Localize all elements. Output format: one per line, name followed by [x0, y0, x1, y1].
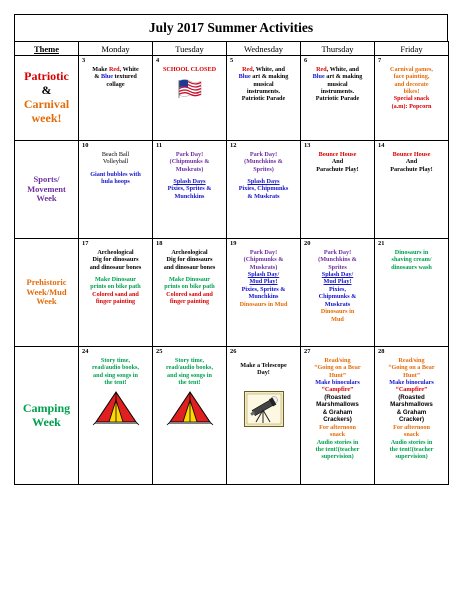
day-number: 27 — [304, 348, 311, 355]
day-cell-5: 5 Red, White, and Blue art & making musical instruments. Patriotic Parade — [227, 56, 301, 141]
activity-text: supervision) — [321, 453, 354, 461]
activity-text: Park Day! — [323, 248, 352, 256]
activity-text: Dinosaurs in — [320, 308, 355, 316]
activity-text: Make Dinosaur — [168, 276, 211, 283]
activity-text: Audio stories in — [316, 438, 359, 446]
theme-line: Week/Mud — [26, 286, 67, 297]
week-row-3 — [15, 239, 449, 347]
page-title: July 2017 Summer Activities — [14, 14, 448, 41]
theme-camping — [15, 347, 79, 485]
activity-text: Day! — [257, 369, 270, 377]
activity-text: Story time, — [100, 356, 131, 364]
header-monday: Monday — [79, 42, 153, 56]
day-number: 19 — [230, 240, 237, 247]
header-tuesday: Tuesday — [153, 42, 227, 56]
day-number: 11 — [156, 142, 163, 149]
calendar-page — [14, 14, 448, 485]
activity-text: (a.m): Popcorn — [391, 102, 432, 110]
activity-text: finger painting — [95, 298, 136, 306]
activity-text: Muskrats — [324, 300, 351, 308]
day-cell-13 — [301, 141, 375, 239]
day-cell-6: 6 Red, White, and Blue art & making musical instruments. Patriotic Parade — [301, 56, 375, 141]
tent-icon — [92, 390, 140, 426]
week-row-2 — [15, 141, 449, 239]
activity-text: Patriotic Parade — [241, 95, 286, 103]
day-cell-10 — [79, 141, 153, 239]
theme-line: Camping — [22, 400, 71, 415]
activity-text: instruments. — [320, 88, 355, 95]
day-number: 3 — [82, 57, 86, 64]
activity-text: Mud — [331, 315, 344, 323]
activity-text: Colored sand and — [166, 290, 213, 298]
activities-table — [14, 41, 449, 485]
day-cell-28 — [375, 347, 449, 485]
day-cell-17 — [79, 239, 153, 347]
activity-text: snack — [329, 431, 346, 439]
activity-text: Bounce House — [318, 150, 357, 158]
day-number: 5 — [230, 57, 234, 64]
week-row-4 — [15, 347, 449, 485]
header-thursday: Thursday — [301, 42, 375, 56]
activity-text: Archeological — [97, 248, 134, 256]
activity-text: Story time, — [174, 356, 205, 364]
theme-line: week! — [31, 110, 62, 125]
activity-text: Marshmallows — [316, 401, 359, 409]
activity-text: Mud Play! — [249, 278, 278, 286]
activity-text: Splash Day/ — [321, 271, 354, 278]
activity-text: and sing songs in — [167, 371, 212, 379]
header-row — [15, 42, 449, 56]
activity-text: finger painting — [169, 298, 210, 306]
activity-text: Volleyball — [102, 158, 129, 166]
us-flag-icon — [177, 77, 203, 99]
day-number: 12 — [230, 142, 237, 149]
activity-text: prints on bike path — [90, 283, 141, 291]
activity-text: (Munchkins & — [244, 158, 283, 166]
activity-text: and dinosaur bones — [163, 263, 216, 271]
activity-text: bikes! — [403, 88, 420, 95]
activity-text: Pixies, Chipmunks — [238, 185, 289, 193]
activity-text: Parachute Play! — [390, 165, 433, 173]
activity-text: For afternoon — [319, 423, 356, 431]
activity-text: supervision) — [395, 453, 428, 461]
activity-text: Chipmunks & — [318, 293, 357, 301]
theme-line: Week — [32, 414, 61, 429]
day-cell-24 — [79, 347, 153, 485]
activity-text: Archeological — [171, 248, 208, 256]
activity-text: Read/sing — [324, 356, 351, 364]
activity-text: Carnival games, — [390, 65, 433, 73]
day-number: 28 — [378, 348, 385, 355]
activity-text: Pixies, Sprites & — [167, 185, 212, 193]
activity-text: read/audio books, — [166, 364, 213, 372]
day-cell-19 — [227, 239, 301, 347]
day-cell-12 — [227, 141, 301, 239]
activity-text: snack — [403, 431, 420, 439]
activity-text: Colored sand and — [92, 290, 139, 298]
day-cell-26 — [227, 347, 301, 485]
activity-text: Splash Days — [173, 178, 206, 185]
theme-sports — [15, 141, 79, 239]
day-number: 26 — [230, 348, 237, 355]
activity-text: and decorate — [394, 80, 429, 88]
day-number: 14 — [378, 142, 385, 149]
activity-text: prints on bike path — [164, 283, 215, 291]
day-number: 18 — [156, 240, 163, 247]
activity-text: “Campfire” — [395, 386, 428, 394]
activity-text: Giant bubbles with — [90, 170, 141, 178]
theme-line: & — [41, 83, 52, 98]
header-friday: Friday — [375, 42, 449, 56]
activity-text: Make binoculars — [389, 379, 434, 386]
day-number: 17 — [82, 240, 89, 247]
activity-text: Park Day! — [249, 150, 278, 158]
theme-line: Week — [36, 296, 57, 307]
activity-text: the tent!(teacher — [389, 445, 434, 453]
activity-text: Park Day! — [175, 150, 204, 158]
activity-text: Muskrats) — [249, 263, 278, 271]
day-number: 4 — [156, 57, 160, 64]
activity-text: collage — [106, 80, 125, 88]
activity-text: Splash Days — [247, 178, 280, 185]
activity-text: Dinosaurs in — [394, 248, 429, 256]
activity-text: read/audio books, — [92, 364, 139, 372]
activity-text: the tent! — [178, 379, 201, 386]
activity-text: And — [331, 158, 344, 166]
activity-text: Munchkins — [248, 293, 279, 301]
theme-line: Patriotic — [24, 69, 69, 84]
day-cell-3: 3 Make Red, White & Blue textured collage — [79, 56, 153, 141]
theme-prehistoric — [15, 239, 79, 347]
activity-text: instruments. — [246, 88, 281, 95]
activity-text: Make a Telescope — [240, 361, 287, 369]
activity-text: dinosaurs wash — [391, 263, 432, 271]
activity-text: “Going on a Bear — [314, 364, 361, 372]
activity-text: “Campfire” — [321, 386, 354, 394]
activity-text: Mud Play! — [323, 278, 352, 286]
activity-text: Park Day! — [249, 248, 278, 256]
day-number: 21 — [378, 240, 385, 247]
day-cell-27 — [301, 347, 375, 485]
day-number: 24 — [82, 348, 89, 355]
week-row-1 — [15, 56, 449, 141]
activity-text: Dig for dinosaurs — [166, 256, 213, 264]
day-cell-14 — [375, 141, 449, 239]
day-cell-11 — [153, 141, 227, 239]
activity-text: Sprites) — [253, 165, 274, 173]
school-closed-text: SCHOOL CLOSED — [162, 65, 217, 73]
day-cell-20 — [301, 239, 375, 347]
day-cell-7 — [375, 56, 449, 141]
activity-text: and sing songs in — [93, 371, 138, 379]
day-cell-18 — [153, 239, 227, 347]
activity-text: shaving cream/ — [391, 256, 432, 264]
day-number: 25 — [156, 348, 163, 355]
activity-text: (Chipmunks & — [169, 158, 210, 166]
theme-patriotic — [15, 56, 79, 141]
activity-text: (Munchkins & — [318, 256, 357, 264]
header-theme: Theme — [15, 42, 79, 56]
activity-text: Make Dinosaur — [94, 276, 137, 283]
activity-text: the tent!(teacher — [315, 445, 360, 453]
day-cell-25 — [153, 347, 227, 485]
activity-text: face painting, — [393, 73, 430, 81]
activity-text: Bounce House — [392, 150, 431, 158]
activity-text: Parachute Play! — [316, 165, 359, 173]
telescope-icon — [244, 391, 284, 427]
tent-icon — [166, 390, 214, 426]
activity-text: musical — [327, 80, 348, 88]
activity-text: & Graham — [322, 408, 353, 416]
activity-text: Special snack — [393, 95, 430, 103]
activity-text: (Roasted — [324, 393, 351, 401]
activity-text: and dinosaur bones — [89, 263, 142, 271]
day-number: 10 — [82, 142, 89, 149]
activity-text: And — [405, 158, 418, 166]
activity-text: (Chipmunks & — [243, 256, 284, 264]
activity-text: Splash Day/ — [247, 271, 280, 278]
activity-text: the tent! — [104, 379, 127, 386]
activity-text: Hunt” — [403, 371, 420, 379]
activity-text: Hunt” — [329, 371, 346, 379]
day-cell-21 — [375, 239, 449, 347]
activity-text: & Graham — [396, 408, 427, 416]
activity-text: & Muskrats — [247, 192, 280, 200]
activity-text: hula hoops — [101, 178, 130, 185]
activity-text: Make binoculars — [315, 379, 360, 386]
activity-text: Pixies, — [328, 285, 346, 293]
activity-text: Cracker) — [398, 416, 425, 424]
day-number: 20 — [304, 240, 311, 247]
activity-text: musical — [253, 80, 274, 88]
activity-text: Dig for dinosaurs — [92, 256, 139, 264]
day-number: 13 — [304, 142, 311, 149]
activity-text: For afternoon — [393, 423, 430, 431]
activity-text: Beach Ball — [101, 150, 130, 158]
activity-text: Pixies, Sprites & — [241, 285, 286, 293]
theme-line: Week — [36, 193, 57, 204]
activity-text: Crackers) — [323, 416, 352, 424]
day-number: 6 — [304, 57, 308, 64]
activity-text: Audio stories in — [390, 438, 433, 446]
header-wednesday: Wednesday — [227, 42, 301, 56]
activity-text: (Roasted — [398, 393, 425, 401]
activity-text: Munchkins — [174, 192, 205, 200]
activity-text: Muskrats) — [175, 165, 204, 173]
theme-line: Carnival — [23, 97, 70, 111]
activity-text: Sprites — [328, 263, 347, 271]
activity-text: Marshmallows — [390, 401, 433, 409]
theme-line: Movement — [27, 183, 66, 194]
day-cell-4 — [153, 56, 227, 141]
theme-line: Prehistoric — [26, 276, 67, 287]
theme-line: Sports/ — [33, 173, 60, 184]
activity-text: Patriotic Parade — [315, 95, 360, 103]
activity-text: “Going on a Bear — [388, 364, 435, 372]
activity-text: Dinosaurs in Mud — [239, 300, 288, 308]
day-number: 7 — [378, 57, 382, 64]
activity-text: Read/sing — [398, 356, 425, 364]
